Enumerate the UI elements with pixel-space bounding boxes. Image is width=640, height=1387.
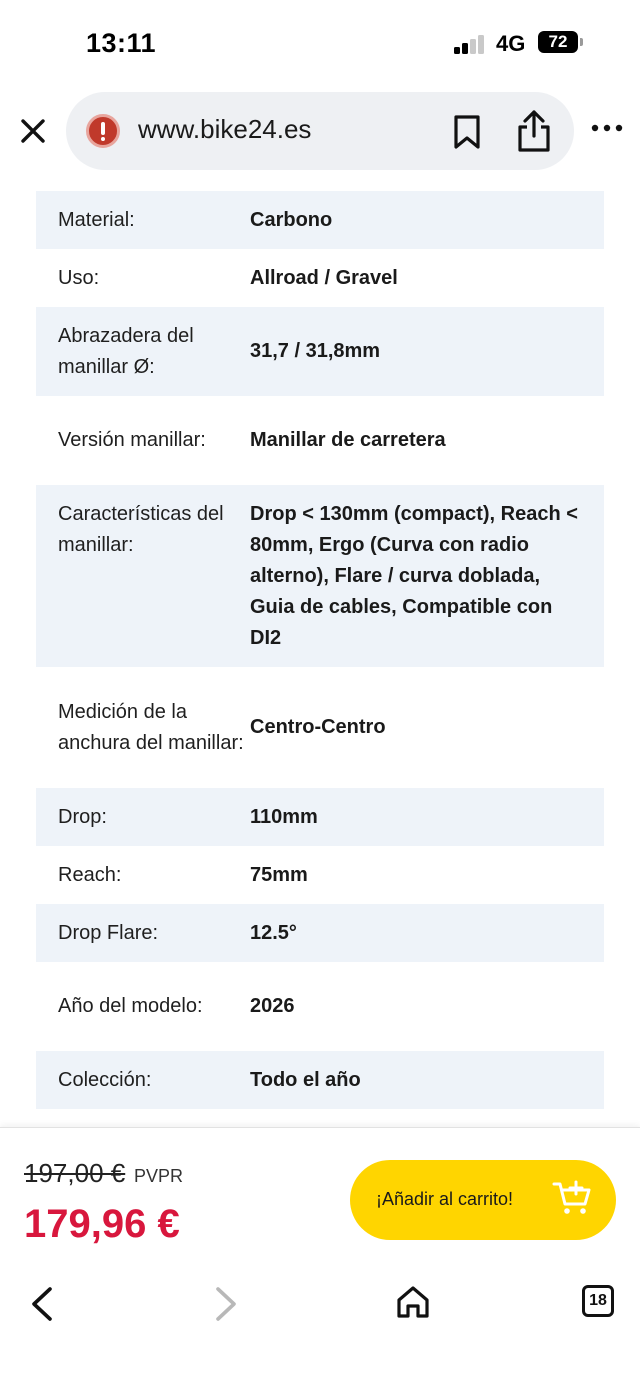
browser-bar xyxy=(0,88,640,180)
spec-label: Año del modelo: xyxy=(58,995,203,1017)
spec-value: 110mm xyxy=(250,805,318,828)
battery-icon: 72 xyxy=(538,31,578,53)
spec-value: Drop < 130mm (compact), Reach < 80mm, Ergo (Curva con radio alterno), Flare / curva doblada, Guia de cables, Compatible con DI2 xyxy=(250,503,578,649)
current-price: 179,96 € xyxy=(24,1202,180,1246)
close-icon[interactable] xyxy=(16,114,50,148)
spec-label: Drop Flare: xyxy=(58,921,159,944)
signal-icon xyxy=(454,34,488,54)
home-icon[interactable] xyxy=(394,1283,432,1321)
spec-row xyxy=(36,904,604,962)
bottom-nav xyxy=(0,1269,640,1387)
back-icon[interactable] xyxy=(26,1285,58,1323)
spec-value: 2026 xyxy=(250,995,295,1017)
cart-plus-icon xyxy=(552,1180,592,1216)
spec-label: Colección: xyxy=(58,1068,152,1091)
spec-label: Medición de la anchura del manillar: xyxy=(58,700,244,754)
spec-row xyxy=(36,249,604,307)
alert-icon[interactable] xyxy=(86,114,120,148)
spec-value: Centro-Centro xyxy=(250,716,386,738)
spec-row xyxy=(36,846,604,904)
spec-row xyxy=(36,485,604,667)
spec-value: Allroad / Gravel xyxy=(250,266,398,289)
tabs-count-icon[interactable]: 18 xyxy=(582,1285,614,1317)
share-icon[interactable] xyxy=(514,108,554,152)
spec-value: 31,7 / 31,8mm xyxy=(250,340,381,362)
battery-tip xyxy=(580,38,583,46)
spec-row xyxy=(36,788,604,846)
spec-value: Manillar de carretera xyxy=(250,429,446,451)
spec-row xyxy=(36,1051,604,1109)
spec-table xyxy=(36,191,604,1109)
spec-label: Drop: xyxy=(58,805,107,828)
spec-label: Uso: xyxy=(58,266,100,289)
add-to-cart-button[interactable] xyxy=(350,1160,616,1240)
spec-value: Todo el año xyxy=(250,1068,361,1091)
spec-row xyxy=(36,667,604,788)
old-price: 197,00 € xyxy=(24,1158,126,1188)
spec-label: Material: xyxy=(58,208,135,231)
spec-value: 75mm xyxy=(250,863,308,886)
spec-value: 12.5° xyxy=(250,921,297,944)
more-icon[interactable] xyxy=(590,118,624,138)
add-to-cart-label: ¡Añadir al carrito! xyxy=(376,1189,514,1209)
network-label: 4G xyxy=(496,31,526,56)
status-time: 13:11 xyxy=(86,28,157,58)
spec-row xyxy=(36,396,604,485)
forward-icon[interactable] xyxy=(210,1285,242,1323)
spec-row xyxy=(36,307,604,396)
pvpr-label: PVPR xyxy=(134,1166,184,1186)
spec-label: Abrazadera del manillar Ø: xyxy=(58,324,194,378)
status-bar xyxy=(0,0,640,88)
spec-row xyxy=(36,962,604,1051)
url-text[interactable]: www.bike24.es xyxy=(138,114,312,144)
spec-label: Versión manillar: xyxy=(58,429,206,451)
spec-label: Reach: xyxy=(58,863,122,886)
price-bar xyxy=(0,1127,640,1269)
spec-row xyxy=(36,191,604,249)
spec-label: Características del manillar: xyxy=(58,503,224,556)
address-bar[interactable] xyxy=(66,92,574,170)
spec-value: Carbono xyxy=(250,208,333,231)
bookmark-icon[interactable] xyxy=(450,114,484,150)
